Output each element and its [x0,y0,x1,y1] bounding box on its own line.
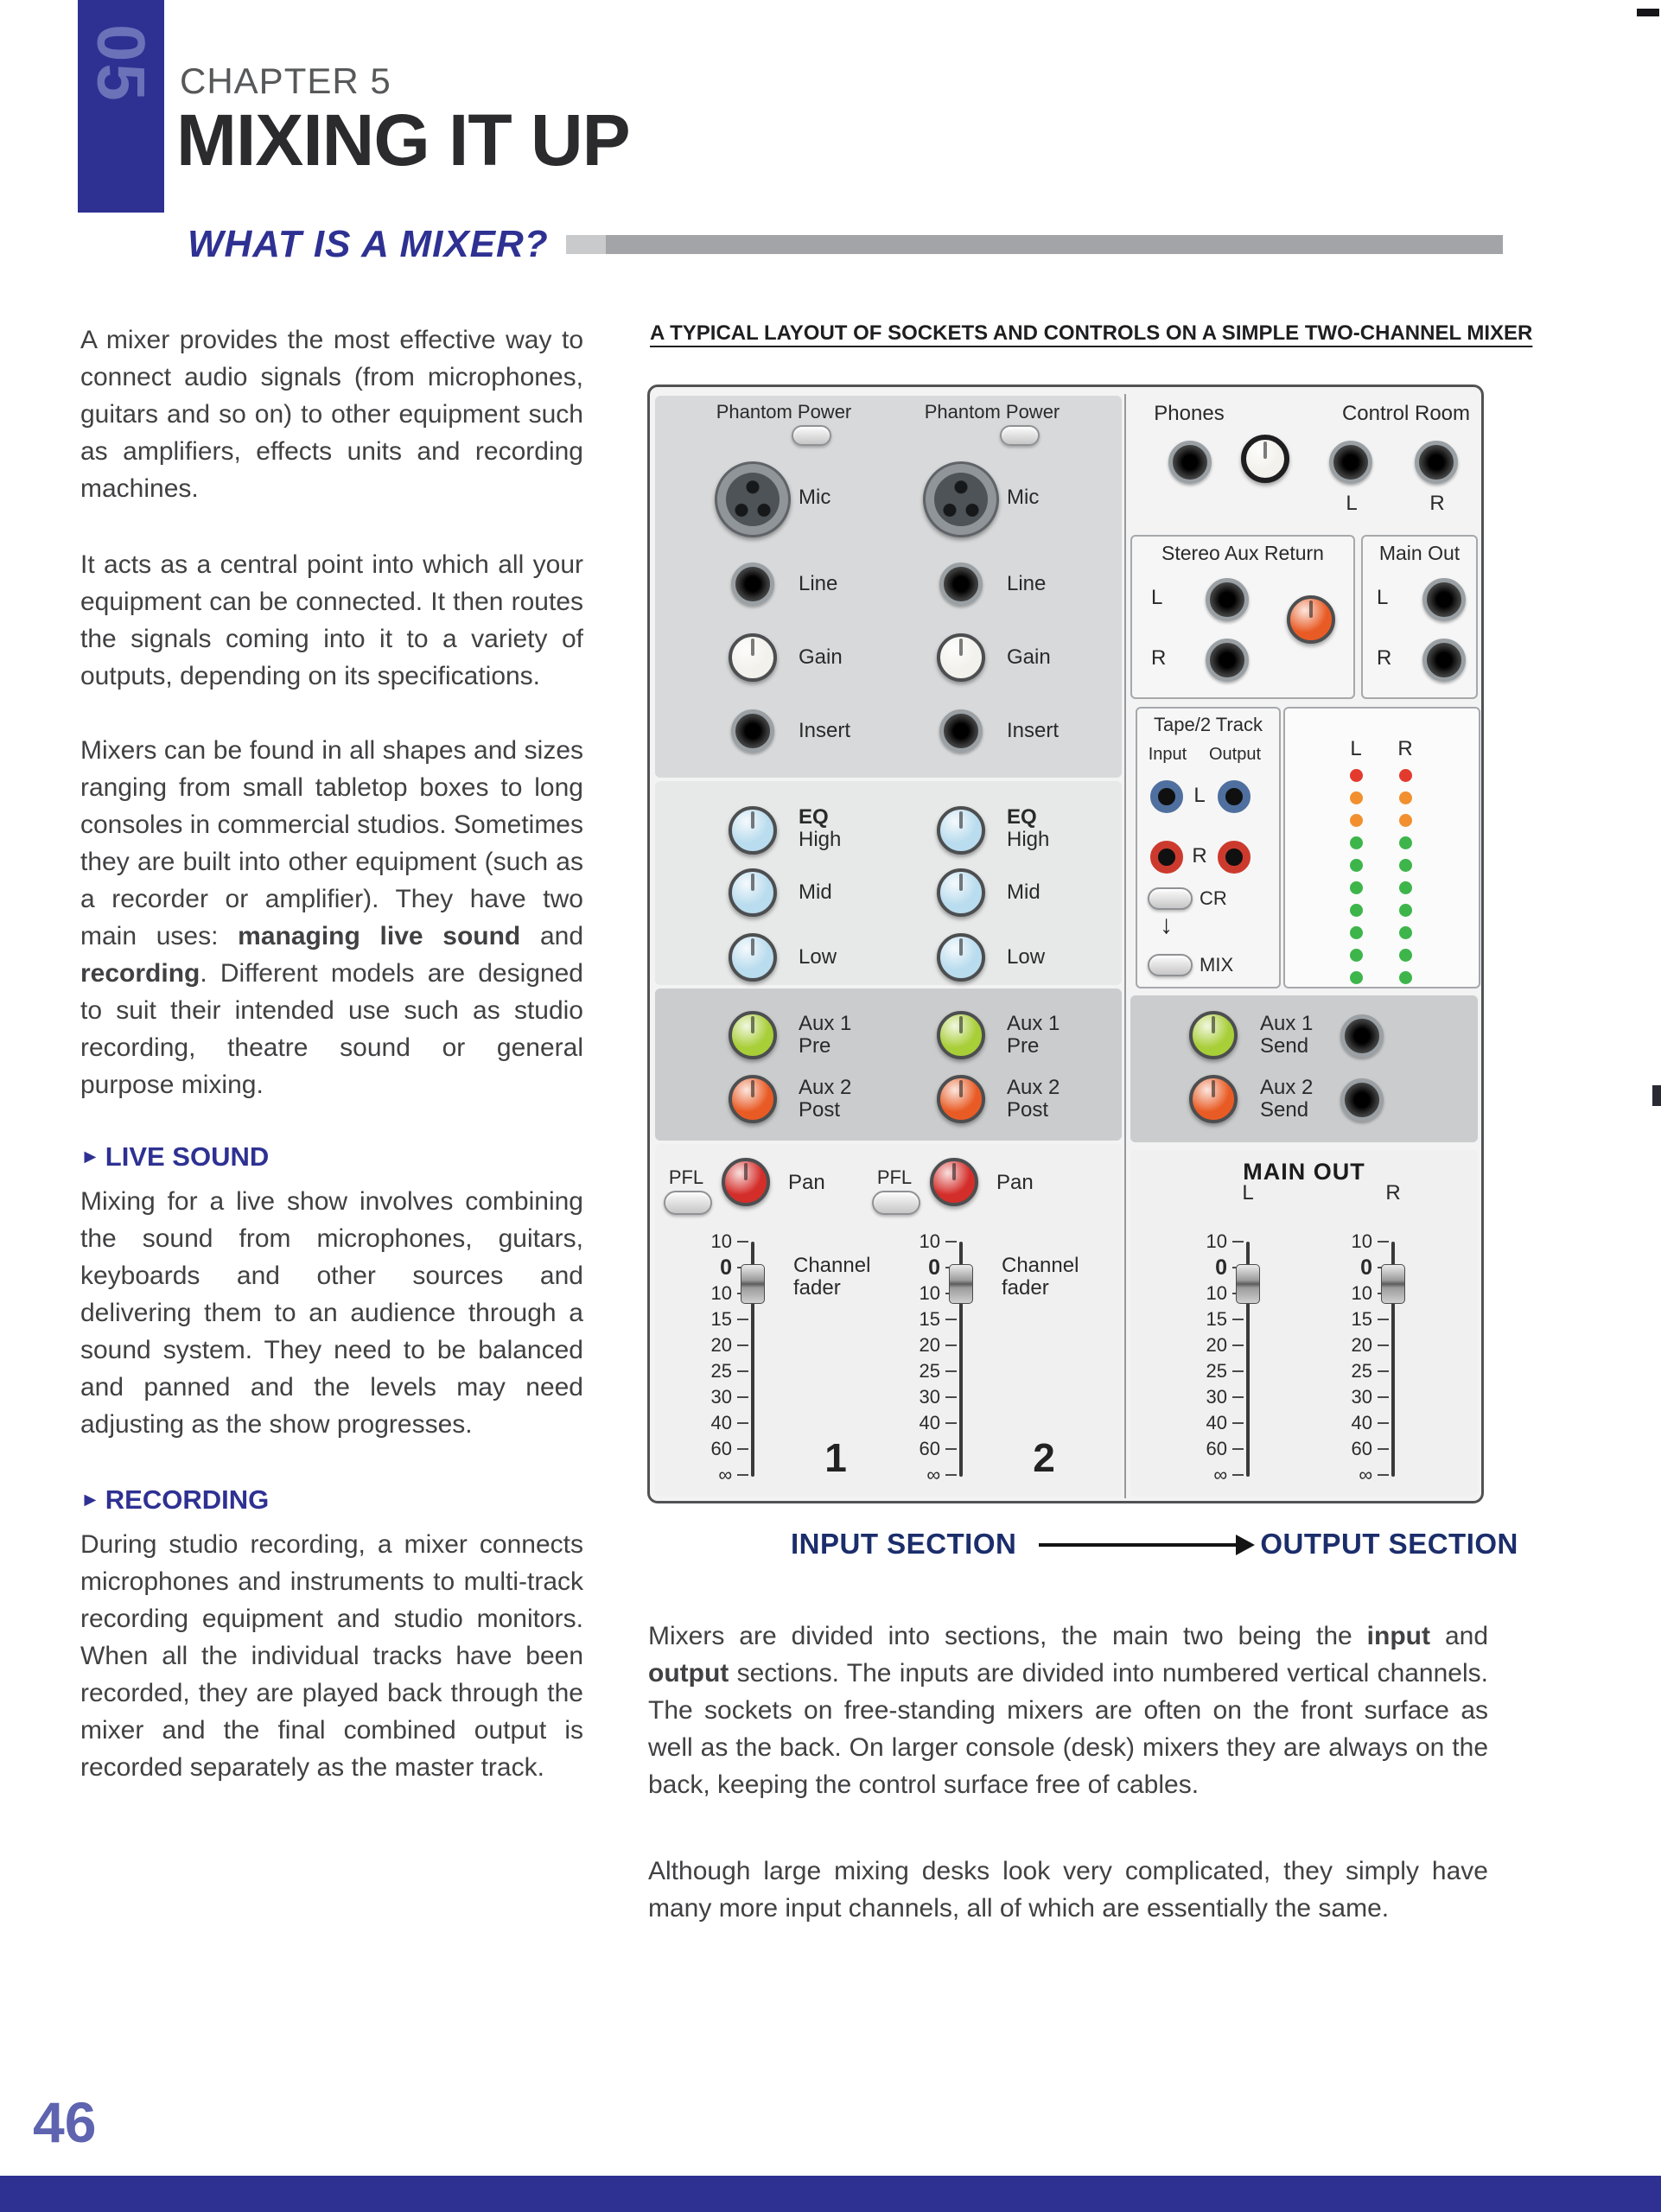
xlr-pins [934,473,988,526]
scale-label: 40 [710,1412,732,1433]
left-channel-label: L [1193,784,1206,807]
text-segment: High [799,828,842,851]
scale-label: 15 [1206,1308,1227,1330]
tape-output-left-socket [1218,780,1251,813]
intro-text-column [80,321,583,1786]
meter-led [1350,769,1363,782]
live-sound-heading [80,1138,583,1178]
left-channel-label: L [1242,1181,1254,1205]
meter-led [1399,791,1412,804]
meter-led [1399,814,1412,827]
gain-label: Gain [799,645,843,669]
triangle-bullet-icon: ► [80,1145,100,1167]
chapter-title: MIXING IT UP [176,99,630,181]
aux-return-left-jack [1206,578,1249,621]
chapter-number: 05 [83,24,160,103]
scale-label: 10 [919,1282,940,1304]
text-segment: Aux 1 [1260,1012,1314,1035]
eq-high-label [1007,806,1049,851]
xlr-pins [726,473,780,526]
mixer-diagram [647,385,1484,1503]
scale-label: 15 [1351,1308,1372,1330]
meter-led [1350,971,1363,984]
right-channel-label: R [1429,492,1445,515]
aux1-knob [937,1011,985,1059]
scale-label: 25 [1206,1360,1227,1382]
fader-cap [1236,1264,1260,1304]
scale-label: 60 [710,1438,732,1459]
main-out-left-jack [1422,578,1466,621]
phones-level-knob [1241,435,1289,483]
aux1-knob [729,1011,777,1059]
text-segment: recording [80,959,200,988]
channel-fader-label [1002,1255,1079,1300]
text-segment: and [1429,1622,1489,1650]
mic-xlr-socket [923,461,999,537]
fader-scale [682,1229,732,1488]
scale-label: 25 [710,1360,732,1382]
aux2-knob [937,1075,985,1123]
main-out-right-fader [1322,1230,1426,1501]
channel-fader [890,1230,994,1501]
main-out-label: Main Out [1378,542,1461,564]
down-arrow-icon: ↓ [1160,911,1173,939]
meter-led [1350,814,1363,827]
scale-label: ∞ [718,1464,732,1485]
meter-leds-left [1350,769,1363,984]
right-channel-label: R [1151,646,1167,670]
scale-label: ∞ [926,1464,940,1485]
main-out-jack-panel [1361,535,1478,699]
scale-label: 20 [1206,1334,1227,1356]
phantom-power-label: Phantom Power [924,401,1060,423]
fader-cap [1381,1264,1405,1304]
eq-low-knob [729,933,777,982]
scale-label: 10 [710,1230,732,1252]
scale-label: ∞ [1359,1464,1372,1485]
mix-label: MIX [1200,954,1234,976]
scale-label: 15 [710,1308,732,1330]
insert-label: Insert [1007,719,1060,742]
scale-label: 60 [1206,1438,1227,1459]
aux1-send-jack [1340,1014,1384,1058]
left-channel-label: L [1350,737,1362,760]
scale-label: 10 [1206,1282,1227,1304]
pfl-button [872,1191,920,1215]
scale-label: 20 [919,1334,940,1356]
channel-fader [682,1230,786,1501]
footer-bar [0,2176,1661,2212]
mic-label: Mic [1007,486,1040,509]
tape-input-label: Input [1148,745,1187,764]
flow-arrow-icon [1039,1543,1238,1547]
main-out-header: MAIN OUT [1243,1159,1365,1185]
tape-label: Tape/2 Track [1154,714,1263,735]
text-segment: sections. The inputs are divided into numbered vertical channels. The sockets on free-standing mixers are often on the front surface as well as the back. On larger console (desk) mixers they are always on the back, keeping the control surface free of cables. [648,1659,1488,1799]
eq-mid-knob [937,868,985,917]
scale-label: 60 [1351,1438,1372,1459]
print-artifact [1637,9,1659,16]
scale-label: 0 [928,1255,940,1280]
tape-panel [1136,707,1281,988]
left-channel-label: L [1151,586,1163,609]
control-room-label: Control Room [1341,402,1471,425]
right-channel-label: R [1385,1181,1401,1205]
scale-label: 25 [1351,1360,1372,1382]
text-segment: . Different models are designed to suit their intended use such as studio recording, theatre sound or general purpose mixing. [80,959,583,1099]
aux-return-right-jack [1206,639,1249,682]
text-segment: Post [799,1098,841,1122]
aux2-send-knob [1189,1075,1238,1123]
text-segment: High [1007,828,1050,851]
phantom-power-led [792,425,831,446]
text-segment: Send [1260,1098,1309,1122]
insert-jack [939,709,983,753]
aux-return-level-knob [1287,595,1335,644]
section-heading: WHAT IS A MIXER? [188,223,549,265]
paragraph [648,1618,1488,1803]
meter-led [1399,836,1412,849]
text-segment: Aux 2 [799,1076,852,1099]
meter-led [1399,881,1412,894]
eq-low-label: Low [799,945,837,969]
eq-mid-knob [729,868,777,917]
scale-label: 0 [1360,1255,1372,1280]
fader-scale [890,1229,940,1488]
heading-text: LIVE SOUND [105,1141,270,1172]
scale-label: 10 [710,1282,732,1304]
channel-number: 1 [824,1435,847,1480]
meter-led [1350,859,1363,872]
triangle-bullet-icon: ► [80,1488,100,1510]
scale-label: 10 [1206,1230,1227,1252]
scale-label: 10 [919,1230,940,1252]
right-channel-label: R [1192,844,1207,868]
scale-label: 40 [1206,1412,1227,1433]
cr-label: CR [1200,887,1227,909]
recording-heading [80,1481,583,1521]
left-channel-label: L [1377,586,1389,609]
line-label: Line [1007,572,1047,595]
channel-strip-2 [858,387,1126,1502]
eq-mid-label: Mid [799,880,832,904]
text-segment: Pre [1007,1034,1040,1058]
eq-mid-label: Mid [1007,880,1041,904]
eq-high-knob [729,806,777,855]
scale-label: 10 [1351,1230,1372,1252]
phones-label: Phones [1154,402,1225,425]
page-number: 46 [33,2090,97,2154]
meter-led [1399,971,1412,984]
scale-label: 30 [1351,1386,1372,1408]
scale-label: 60 [919,1438,940,1459]
phantom-power-label: Phantom Power [716,401,852,423]
insert-label: Insert [799,719,851,742]
main-out-right-jack [1422,639,1466,682]
pfl-button [664,1191,712,1215]
stereo-aux-return-label: Stereo Aux Return [1161,542,1324,564]
pan-knob [930,1158,978,1206]
right-channel-label: R [1397,737,1413,760]
aux-send-section [1130,995,1478,1142]
scale-label: 30 [919,1386,940,1408]
meter-led [1350,904,1363,917]
text-segment: Aux 2 [1260,1076,1314,1099]
text-segment: Pre [799,1034,831,1058]
chapter-label: CHAPTER 5 [180,60,391,101]
eq-high-knob [937,806,985,855]
fader-scale [1177,1229,1227,1488]
meter-led [1399,859,1412,872]
aux1-send-knob [1189,1011,1238,1059]
stereo-aux-return-panel [1130,535,1355,699]
text-segment: Mixers can be found in all shapes and sizes ranging from small tabletop boxes to long consoles in commercial studios. Sometimes they are built into other equipment (such as a recorder or amplifier). They have two main uses: [80,736,583,950]
fader-cap [741,1264,765,1304]
scale-label: 10 [1351,1282,1372,1304]
section-heading-row [188,223,1503,266]
text-segment: Send [1260,1034,1309,1058]
scale-label: 40 [1351,1412,1372,1433]
text-segment: Aux 1 [799,1012,852,1035]
scale-label: ∞ [1213,1464,1227,1485]
paragraph: During studio recording, a mixer connects microphones and instruments to multi-track recording equipment and studio monitors. When all the individual tracks have been recorded, they are played back through the mixer and the final combined output is recorded separately as the master track. [80,1530,583,1782]
meter-led [1350,926,1363,939]
input-section-label: INPUT SECTION [791,1528,1017,1560]
channel-number: 2 [1033,1435,1055,1480]
scale-label: 20 [1351,1334,1372,1356]
aux2-label [1007,1077,1060,1122]
mic-xlr-socket [715,461,791,537]
text-segment: Aux 1 [1007,1012,1060,1035]
text-segment: Channel [793,1254,871,1277]
section-flow-row [791,1528,1518,1560]
insert-jack [731,709,774,753]
paragraph: Although large mixing desks look very complicated, they simply have many more input channels, all of which are essentially the same. [648,1857,1488,1923]
text-segment: Channel [1002,1254,1079,1277]
control-room-right-jack [1415,441,1458,484]
aux1-label [1007,1013,1060,1058]
tape-input-left-socket [1150,780,1183,813]
meter-led [1399,904,1412,917]
tape-output-right-socket [1218,841,1251,874]
scale-label: 20 [710,1334,732,1356]
text-segment: Mixers are divided into sections, the main two being the [648,1622,1367,1650]
text-segment: EQ [1007,805,1037,829]
pfl-label: PFL [668,1166,704,1188]
pfl-label: PFL [876,1166,913,1188]
text-segment: and [520,922,584,950]
chapter-banner [78,0,164,213]
heading-rule [566,235,1503,254]
pan-label: Pan [788,1171,825,1194]
fader-scale [1322,1229,1372,1488]
text-segment: Post [1007,1098,1049,1122]
fader-cap [949,1264,973,1304]
scale-label: 0 [1215,1255,1227,1280]
aux1-send-label [1260,1013,1313,1058]
aux2-label [799,1077,851,1122]
monitor-section [1130,396,1481,529]
meter-led [1350,881,1363,894]
text-segment: managing live sound [238,922,521,950]
print-artifact [1652,1085,1661,1106]
right-channel-label: R [1377,646,1392,670]
aux1-label [799,1013,851,1058]
line-label: Line [799,572,838,595]
eq-low-knob [937,933,985,982]
meter-leds-right [1399,769,1412,984]
gain-knob [729,633,777,682]
text-segment: fader [1002,1276,1049,1300]
scale-label: 25 [919,1360,940,1382]
meter-led [1350,836,1363,849]
scale-label: 40 [919,1412,940,1433]
aux2-send-jack [1340,1078,1384,1122]
left-channel-label: L [1346,492,1358,515]
text-segment: input [1366,1622,1430,1650]
meter-led [1350,791,1363,804]
scale-label: 30 [1206,1386,1227,1408]
line-jack [939,563,983,606]
aux2-send-label [1260,1077,1313,1122]
tape-output-label: Output [1208,745,1262,764]
meter-led [1399,769,1412,782]
paragraph: It acts as a central point into which all your equipment can be connected. It then routes the signals coming into it to a variety of outputs, depending on its specifications. [80,550,583,690]
aux2-knob [729,1075,777,1123]
diagram-caption: A TYPICAL LAYOUT OF SOCKETS AND CONTROLS ON A SIMPLE TWO-CHANNEL MIXER [650,321,1533,345]
gain-label: Gain [1007,645,1051,669]
meter-led [1399,949,1412,962]
control-room-left-jack [1329,441,1372,484]
text-segment: EQ [799,805,829,829]
paragraph: A mixer provides the most effective way to connect audio signals (from microphones, guitars and so on) to other equipment such as amplifiers, effects units and recording machines. [80,326,583,503]
main-out-left-fader [1177,1230,1281,1501]
cr-button [1148,887,1193,910]
meter-led [1399,926,1412,939]
gain-knob [937,633,985,682]
eq-low-label: Low [1007,945,1046,969]
paragraph: Mixing for a live show involves combining the sound from microphones, guitars, keyboards and other sources and delivering them to an audience through a sound system. They need to be balanced and panned and the levels may need adjusting as the show progresses. [80,1187,583,1439]
mix-button [1148,954,1193,976]
paragraph [80,732,583,1103]
meter-led [1350,949,1363,962]
text-segment: Aux 2 [1007,1076,1060,1099]
line-jack [731,563,774,606]
text-segment: output [648,1659,729,1688]
body-text-column [648,1618,1488,1927]
pan-knob [722,1158,770,1206]
tape-input-right-socket [1150,841,1183,874]
scale-label: 15 [919,1308,940,1330]
pan-label: Pan [996,1171,1034,1194]
text-segment: fader [793,1276,841,1300]
output-section-label: OUTPUT SECTION [1260,1528,1518,1560]
eq-high-label [799,806,841,851]
scale-label: 30 [710,1386,732,1408]
phantom-power-led [1000,425,1040,446]
scale-label: 0 [720,1255,732,1280]
mic-label: Mic [799,486,831,509]
meter-panel [1283,707,1480,988]
heading-text: RECORDING [105,1484,270,1515]
phones-jack [1168,441,1212,484]
